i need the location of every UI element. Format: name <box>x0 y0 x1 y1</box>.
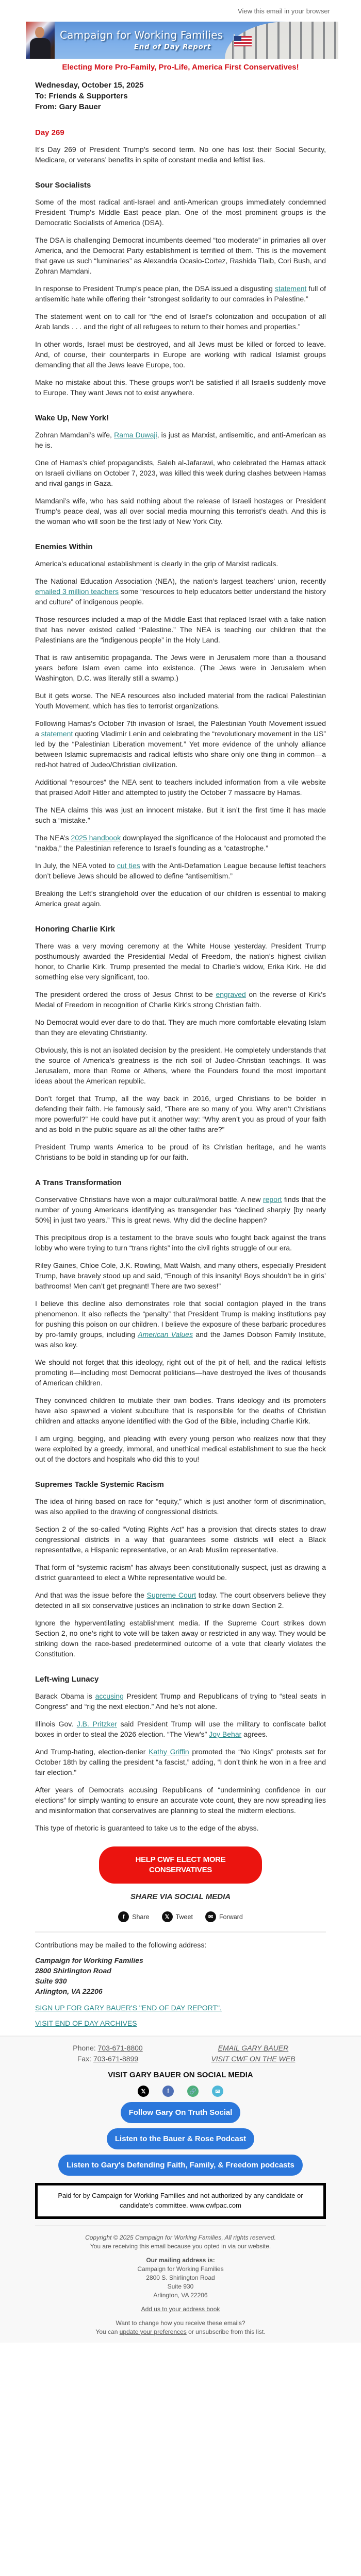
paragraph-text: with the Anti-Defamation League because leftist teachers don’t believe Jews should be allowed to define “antisemitism.” <box>35 861 326 880</box>
paragraph-text: The idea of hiring based on race for “equity,” which is just another form of discrimination, was also applied to the drawing of congressional districts. <box>35 1497 326 1516</box>
section-heading: Supremes Tackle Systemic Racism <box>35 1480 164 1489</box>
paid-for-disclaimer: Paid for by Campaign for Working Families and not authorized by any candidate or candidate's committee. www.cwfpac.com <box>35 2183 326 2219</box>
paragraph <box>35 457 326 488</box>
inline-link[interactable]: accusing <box>95 1692 124 1700</box>
memo-from: From: Gary Bauer <box>35 103 101 111</box>
address-line: Suite 930 <box>35 1977 67 1985</box>
footer-divider <box>35 2225 326 2226</box>
inline-link[interactable]: statement <box>41 730 73 738</box>
paragraph <box>35 860 326 881</box>
unsubscribe-link[interactable]: unsubscribe from this list <box>195 2328 264 2335</box>
podcast-button[interactable]: Follow Gary On Truth Social <box>121 2102 241 2123</box>
paragraph <box>35 1260 326 1291</box>
paragraph <box>35 197 326 228</box>
section-heading: Left-wing Lunacy <box>35 1675 99 1684</box>
portrait-image <box>26 22 55 59</box>
paragraph-text: There was a very moving ceremony at the White House yesterday. President Trump posthumously awarded the Presidential Medal of Freedom, the nation’s highest civilian honor, to Charlie Kirk. Trump presented the medal to Charlie’s widow, Erika Kirk. He did something else very significant, too. <box>35 942 326 981</box>
paragraph-text: That is raw antisemitic propaganda. The Jews were in Jerusalem more than a thousand years before Islam even came into existence. (The Jews were in Jerusalem when Washington, D.C. was literally still a swamp.) <box>35 653 326 682</box>
section-heading: Sour Socialists <box>35 181 91 190</box>
visit-cwf-link[interactable]: VISIT CWF ON THE WEB <box>211 2055 296 2063</box>
paragraph-text: We should not forget that this ideology, right out of the pit of hell, and the radical leftists promoting it—including most Democrat politicians—have destroyed the lives of thousands of American children. <box>35 1358 326 1387</box>
paragraph <box>35 652 326 683</box>
paragraph-text: Additional “resources” the NEA sent to teachers included information from a vile website that praised Adolf Hitler and attempted to justify the October 7 massacre by Hamas. <box>35 778 326 796</box>
facebook-icon: f <box>118 1911 129 1922</box>
social-media-title: VISIT GARY BAUER ON SOCIAL MEDIA <box>108 2071 253 2079</box>
paragraph-text: But it gets worse. The NEA resources also included material from the radical Palestinian Youth Movement, which has ties to terrorist organizations. <box>35 691 326 710</box>
paragraph <box>35 1298 326 1350</box>
inline-link[interactable]: cut ties <box>117 861 140 870</box>
paragraph <box>35 311 326 332</box>
paragraph-text: Illinois Gov. <box>35 1720 77 1728</box>
section-heading: Enemies Within <box>35 543 93 551</box>
phone-row <box>35 2043 180 2054</box>
fax-link[interactable]: 703-671-8899 <box>93 2055 139 2063</box>
paragraph-text: That form of “systemic racism” has always been constitutionally suspect, just as drawing a district guaranteed to elect a White representative would be. <box>35 1563 326 1582</box>
podcast-button[interactable]: Listen to Gary's Defending Faith, Family, & Freedom podcasts <box>58 2155 303 2176</box>
paragraph-text: The National Education Association (NEA), the nation’s largest teachers’ union, recently <box>35 577 326 585</box>
paragraph <box>35 496 326 527</box>
banner-title: Campaign for Working Families <box>60 29 223 41</box>
address-book-link[interactable]: Add us to your address book <box>141 2306 220 2313</box>
envelope-icon: ✉ <box>205 1911 216 1922</box>
paragraph <box>35 777 326 798</box>
inline-link[interactable]: statement <box>274 284 307 293</box>
address-line: Campaign for Working Families <box>35 1956 143 1964</box>
article-section <box>35 413 326 527</box>
share-label: Share <box>132 1913 150 1921</box>
email-row <box>180 2043 326 2054</box>
day-intro <box>35 144 326 165</box>
podcast-buttons <box>0 2102 361 2176</box>
fax-row <box>35 2054 180 2064</box>
mailing-address-line: Arlington, VA 22206 <box>153 2292 208 2299</box>
paragraph-text: No Democrat would ever dare to do that. They are much more comfortable elevating Islam than they are elevating Christianity. <box>35 1018 326 1037</box>
donate-cta-button[interactable]: HELP CWF ELECT MORE CONSERVATIVES <box>99 1846 262 1884</box>
contributions-intro: Contributions may be mailed to the following address: <box>35 1941 207 1949</box>
paragraph <box>35 1590 326 1611</box>
section-heading: Honoring Charlie Kirk <box>35 925 116 934</box>
inline-link[interactable]: Supreme Court <box>146 1591 196 1599</box>
paragraph-text: The NEA claims this was just an innocent mistake. But it isn’t the first time it has made such a “mistake.” <box>35 806 326 824</box>
paragraph-text: I believe this decline also demonstrates role that social contagion played in the trans phenomenon. It also reflects the “penalty” that President Trump is making institutions pay for pushing this poison on our children. I believe the exposure of these barbaric procedures by pro-family groups, including <box>35 1299 326 1338</box>
contact-phone-fax <box>35 2043 180 2064</box>
paragraph <box>35 1017 326 1038</box>
social-icons <box>0 2086 361 2097</box>
paragraph-text: finds that the number of young Americans identifying as transgender has “declined sharply [by nearly 50%] in just two years.” This is great news. Why did the decline happen? <box>35 1195 326 1224</box>
paragraph <box>35 1093 326 1134</box>
contact-info <box>0 2043 361 2064</box>
envelope-icon[interactable]: ✉ <box>212 2086 223 2097</box>
us-flag-icon <box>234 36 252 46</box>
paragraph <box>35 283 326 304</box>
paragraph-text: Don’t forget that Trump, all the way back in 2016, urged Christians to be bolder in defending their faith. He famously said, “There are so many of you. Why aren’t Christians more powerful?” He could have put it another way: “Why aren’t you as proud of your faith and as bold in the public square as all the other faiths are?” <box>35 1094 326 1133</box>
inline-link[interactable]: engraved <box>216 990 246 998</box>
podcast-button[interactable]: Listen to the Bauer & Rose Podcast <box>107 2128 254 2149</box>
paragraph-text: some “resources to help educators better understand the history and culture” of indigenous people. <box>35 587 326 606</box>
paragraph-text: downplayed the significance of the Holocaust and promoted the “nakba,” the Palestinian reference to Israel’s founding as a “catastrophe.” <box>35 834 326 852</box>
header-banner <box>26 22 338 59</box>
share-buttons <box>35 1911 326 1922</box>
article-section <box>35 1480 326 1659</box>
paragraph-text: Riley Gaines, Chloe Cole, J.K. Rowling, Matt Walsh, and many others, especially President Trump, have bravely stood up and said, “Enough of this insanity! Boys shouldn’t be in girls’ bathrooms! Men can’t get pregnant! There are two sexes!” <box>35 1261 326 1290</box>
paragraph <box>35 1357 326 1388</box>
paragraph-text: President Trump wants America to be proud of its Christian heritage, and he wants Christians to be bold in standing up for our faith. <box>35 1143 326 1161</box>
paragraph-text: Those resources included a map of the Middle East that replaced Israel with a fake nation that has never existed called “Palestine.” The NEA is teaching our children that the Palestinians are the “indigenous people” in the Holy Land. <box>35 615 326 644</box>
paragraph-text: Conservative Christians have won a major cultural/moral battle. A new <box>35 1195 263 1204</box>
paragraph-text: The statement went on to call for “the end of Israel’s colonization and occupation of all Arab lands . . . and the right of all refugees to return to their homes and properties.” <box>35 312 326 331</box>
preheader <box>0 0 361 18</box>
paragraph <box>35 430 326 450</box>
share-button-forward[interactable] <box>205 1911 243 1922</box>
paragraph <box>35 339 326 370</box>
prefs-middle: or <box>186 2328 196 2335</box>
copyright-text: Copyright © 2025 Campaign for Working Families, All rights reserved. <box>85 2234 276 2241</box>
paragraph <box>35 989 326 1010</box>
prefs-suffix: . <box>264 2328 266 2335</box>
paragraph-text: They convinced children to mutilate their own bodies. Trans ideology and its promoters have also spawned a violent subculture that is responsible for the deaths of Christian children and attacks anyone identified with the God of the Bible, including Charlie Kirk. <box>35 1396 326 1425</box>
paragraph <box>35 235 326 276</box>
divider <box>35 1931 326 1933</box>
tagline: Electing More Pro-Family, Pro-Life, America First Conservatives! <box>62 63 299 72</box>
paragraph-text: agrees. <box>241 1730 268 1738</box>
paragraph-text: Section 2 of the so-called “Voting Rights Act” has a provision that directs states to draw congressional districts in a way that guarantees some districts will elect a Black representative, a Hispanic representative, or an Arab Muslim representative. <box>35 1525 326 1554</box>
footer <box>0 2036 361 2343</box>
share-title: SHARE VIA SOCIAL MEDIA <box>130 1892 231 1901</box>
banner-subtitle: End of Day Report <box>134 43 211 51</box>
article-section <box>35 924 326 1162</box>
paragraph-text: It’s Day 269 of President Trump’s second term. No one has lost their Social Security, Medicare, or veterans’ benefits in spite of constant media and leftist lies. <box>35 145 326 164</box>
paragraph-text: This precipitous drop is a testament to the brave souls who fought back against the trans lobby who were trying to turn “trans rights” into the civil rights struggle of our era. <box>35 1233 326 1252</box>
archives-link[interactable]: VISIT END OF DAY ARCHIVES <box>35 2019 137 2027</box>
paragraph-text: In July, the NEA voted to <box>35 861 117 870</box>
opt-in-reason: You are receiving this email because you opted in via our website. <box>90 2243 271 2250</box>
paragraph-text: The president ordered the cross of Jesus Christ to be <box>35 990 216 998</box>
inline-link[interactable]: Joy Behar <box>209 1730 242 1738</box>
section-heading: A Trans Transformation <box>35 1178 122 1187</box>
paragraph <box>35 833 326 853</box>
paragraph <box>35 1496 326 1517</box>
paragraph-text: promoted the “No Kings” protests set for October 18th by calling the president “a fascist,” adding, “I don’t think he won in a free and fair election.” <box>35 1748 326 1776</box>
paragraph-text: and the James Dobson Family Institute, was also key. <box>35 1330 326 1349</box>
paragraph <box>35 558 326 569</box>
memo-header <box>0 72 361 112</box>
paragraph <box>35 1395 326 1426</box>
copyright <box>0 2233 361 2242</box>
paragraph <box>35 377 326 398</box>
paragraph-text: Ignore the hyperventilating establishment media. If the Supreme Court strikes down Section 2, no one’s right to vote will be taken away or restricted in any way. They would be striking down the race-based predetermined outcome of a vote that clearly violates the Constitution. <box>35 1619 326 1658</box>
update-preferences-link[interactable]: update your preferences <box>119 2328 187 2335</box>
paragraph-text: Zohran Mamdani’s wife, <box>35 431 114 439</box>
paragraph-text: full of antisemitic hate while offering their “strongest solidarity to our comrades in Palestine.” <box>35 284 326 303</box>
paragraph <box>35 1691 326 1711</box>
paragraph <box>35 690 326 711</box>
address-line: 2800 Shirlington Road <box>35 1967 111 1975</box>
paragraph-text: Mamdani’s wife, who has said nothing about the release of Israeli hostages or President Trump’s peace deal, was all over social media mourning this terrorist’s death. And this is the woman who will soon be the first lady of New York City. <box>35 497 326 526</box>
paragraph-text: Some of the most radical anti-Israel and anti-American groups immediately condemned President Trump’s Middle East peace plan. One of the most prominent groups is the Democratic Socialists of America (DSA). <box>35 198 326 227</box>
paragraph-text: I am urging, begging, and pleading with every young person who realizes now that they were exploited by a greedy, immoral, and unethical medical establishment to sue the heck out of the doctors and hospitals who did this to you! <box>35 1434 326 1463</box>
article-body <box>0 128 361 2036</box>
email-gary-link[interactable]: EMAIL GARY BAUER <box>218 2044 289 2052</box>
memo-date: Wednesday, October 15, 2025 <box>35 81 144 90</box>
inline-link[interactable]: emailed 3 million teachers <box>35 587 119 596</box>
cta-container <box>35 1846 326 1884</box>
paragraph-text: said President Trump will use the military to confiscate ballot boxes in order to steal the 2026 election. “The View’s” <box>35 1720 326 1738</box>
paragraph-text: The NEA’s <box>35 834 71 842</box>
paragraph <box>35 1232 326 1253</box>
signup-link[interactable]: SIGN UP FOR GARY BAUER'S "END OF DAY REPORT". <box>35 2004 222 2012</box>
paragraph-text: President Trump and Republicans of trying to “steal seats in Congress” and “rig the next election.” And he’s not alone. <box>35 1692 326 1710</box>
paragraph <box>35 1433 326 1464</box>
article-sections <box>35 180 326 1833</box>
paragraph <box>35 718 326 770</box>
fax-label: Fax: <box>77 2055 93 2063</box>
paragraph-text: , is just as Marxist, antisemitic, and anti-American as he is. <box>35 431 326 449</box>
prefs-prefix: You can <box>95 2328 120 2335</box>
x-icon: 𝕏 <box>162 1911 173 1922</box>
inline-link[interactable]: Rama Duwaji <box>114 431 157 439</box>
mailing-address-line: Campaign for Working Families <box>137 2265 224 2273</box>
paragraph-text: Breaking the Left’s stranglehold over the education of our children is essential to making America great again. <box>35 889 326 908</box>
paragraph <box>35 1747 326 1777</box>
paragraph <box>35 576 326 607</box>
paragraph-text: Make no mistake about this. These groups won’t be satisfied if all Israelis suddenly move to Europe. They want Jews not to exist anywhere. <box>35 378 326 397</box>
paragraph <box>35 1618 326 1659</box>
paragraph-text: Barack Obama is <box>35 1692 95 1700</box>
link-icon[interactable]: 🔗 <box>187 2086 199 2097</box>
paragraph-text: quoting Vladimir Lenin and celebrating the “revolutionary movement in the US” led by the “Palestinian Liberation movement.” Yet more evidence of the unholy alliance between Islamic supremacists and radical leftists who share only one thing in common—a red-hot hatred of Judeo/Christian civilization. <box>35 730 326 769</box>
paragraph <box>35 1194 326 1225</box>
preferences-line <box>0 2328 361 2336</box>
paragraph <box>35 1562 326 1583</box>
paragraph <box>35 888 326 909</box>
paragraph <box>35 1785 326 1816</box>
phone-label: Phone: <box>73 2044 98 2052</box>
paragraph-text: In other words, Israel must be destroyed, and all Jews must be killed or forced to leave. And, of course, their counterparts in Europe are working with radical Islamist groups demanding that all the Jews leave Europe, too. <box>35 340 326 369</box>
section-heading: Wake Up, New York! <box>35 414 109 422</box>
article-section <box>35 180 326 398</box>
paragraph-text: In response to President Trump’s peace plan, the DSA issued a disgusting <box>35 284 275 293</box>
paragraph-text: After years of Democrats accusing Republicans of “undermining confidence in our elections” for simply wanting to ensure an accurate vote count, they are now spreading lies and misinformation that conservatives are planning to steal the midterm elections. <box>35 1786 326 1815</box>
x-icon[interactable]: 𝕏 <box>138 2086 149 2097</box>
inline-link[interactable]: report <box>262 1195 282 1204</box>
view-in-browser-link[interactable]: View this email in your browser <box>238 7 330 15</box>
share-button-tweet[interactable] <box>162 1911 193 1922</box>
paragraph <box>35 805 326 825</box>
paragraph-text: Following Hamas’s October 7th invasion of Israel, the Palestinian Youth Movement issued a <box>35 719 326 738</box>
change-text: Want to change how you receive these emails? <box>116 2319 245 2327</box>
legal-footer <box>0 2233 361 2336</box>
address-line: Arlington, VA 22206 <box>35 1987 103 1995</box>
share-label: Tweet <box>175 1913 193 1921</box>
paragraph-text: today. The court observers believe they detected in all six conservative justices an inclination to strike down Section 2. <box>35 1591 326 1609</box>
share-label: Forward <box>219 1913 243 1921</box>
web-row <box>180 2054 326 2064</box>
paragraph-text: And Trump-hating, election-denier <box>35 1748 149 1756</box>
paragraph-text: One of Hamas’s chief propagandists, Saleh al-Jafarawi, who celebrated the Hamas attack on Israeli civilians on October 7, 2023, was killed this week during clashes between Hamas and rival gangs in Gaza. <box>35 459 326 487</box>
paragraph <box>35 614 326 645</box>
share-button-share[interactable] <box>118 1911 149 1922</box>
article-section <box>35 1178 326 1464</box>
paragraph-text: Obviously, this is not an isolated decision by the president. He completely understands that the source of America’s greatness is the rich soil of Judeo-Christian teachings. It was Jerusalem, more than Rome or Athens, where the Founders found the most important ideas about the American republic. <box>35 1046 326 1085</box>
memo-to: To: Friends & Supporters <box>35 92 128 100</box>
article-section <box>35 542 326 909</box>
paragraph-text: The DSA is challenging Democrat incumbents deemed “too moderate” in primaries all over America, and the Democrat Party establishment is terrified of them. This is the movement that gave us such “luminaries” as Alexandria Ocasio-Cortez, Rashida Tlaib, Cori Bush, and Zohran Mamdani. <box>35 236 326 275</box>
paragraph-text: on the reverse of Kirk’s Medal of Freedom in recognition of Charlie Kirk’s strong Christian faith. <box>35 990 326 1009</box>
mailing-title: Our mailing address is: <box>146 2257 215 2264</box>
facebook-icon[interactable]: f <box>162 2086 174 2097</box>
day-counter: Day 269 <box>35 128 64 137</box>
paragraph-text: This type of rhetoric is guaranteed to take us to the edge of the abyss. <box>35 1824 259 1832</box>
paragraph <box>35 1524 326 1555</box>
paragraph <box>35 1142 326 1162</box>
inline-link[interactable]: J.B. Pritzker <box>76 1720 117 1728</box>
mailing-address-line: 2800 S. Shirlington Road <box>146 2274 215 2281</box>
paragraph-text: America’s educational establishment is clearly in the grip of Marxist radicals. <box>35 560 278 568</box>
phone-link[interactable]: 703-671-8800 <box>97 2044 143 2052</box>
contact-links <box>180 2043 326 2064</box>
inline-link[interactable]: 2025 handbook <box>71 834 121 842</box>
paragraph-text: And that was the issue before the <box>35 1591 147 1599</box>
article-section <box>35 1674 326 1833</box>
inline-link[interactable]: American Values <box>138 1330 193 1338</box>
mailing-address <box>0 2265 361 2300</box>
paragraph <box>35 1823 326 1833</box>
mailing-address-line: Suite 930 <box>167 2283 194 2290</box>
paragraph <box>35 1719 326 1739</box>
paragraph <box>35 144 326 165</box>
inline-link[interactable]: Kathy Griffin <box>149 1748 189 1756</box>
paragraph <box>35 1045 326 1086</box>
paragraph <box>35 941 326 982</box>
contributions-address <box>35 1955 326 1996</box>
